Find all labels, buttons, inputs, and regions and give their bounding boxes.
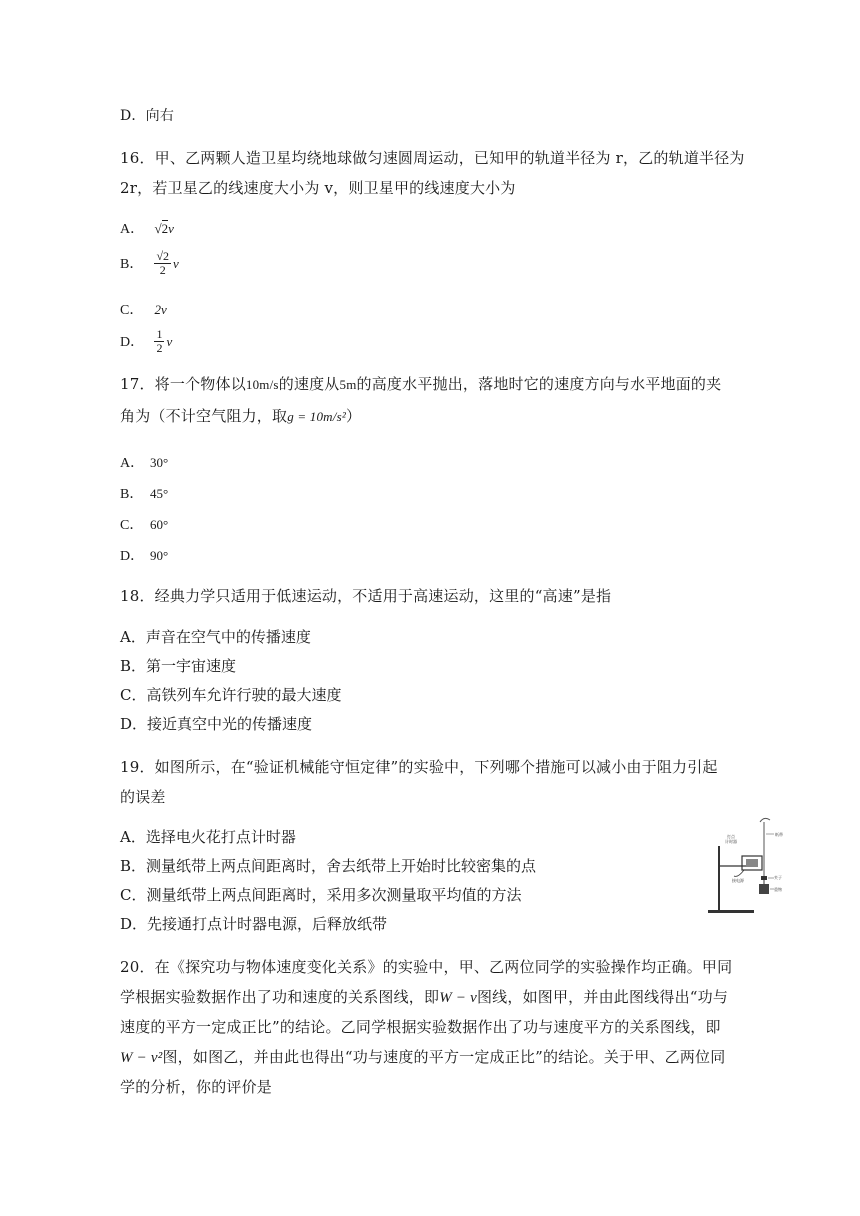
q20-stem-line3: 速度的平方一定成正比”的结论。乙同学根据实验数据作出了功与速度平方的关系图线，即	[120, 1018, 721, 1036]
q17-text-b: 的速度从	[278, 375, 340, 393]
option-label: A．	[120, 456, 145, 471]
label-timer-l1: 打点	[727, 834, 735, 839]
q16-option-c[interactable]	[120, 299, 167, 319]
option-value: 45°	[150, 486, 169, 501]
q17-height: 5m	[339, 377, 357, 392]
option-value: 2v	[154, 302, 167, 317]
stand-base	[708, 910, 754, 913]
q20-stem-line4	[120, 1046, 725, 1067]
q17-option-a[interactable]	[120, 452, 168, 472]
variable: v	[166, 333, 173, 349]
q20-text-a: 学根据实验数据作出了功和速度的关系图线，即	[120, 988, 440, 1006]
q20-stem-line2	[120, 986, 728, 1007]
denominator: 2	[156, 341, 163, 355]
option-label: C．	[120, 518, 144, 533]
variable: v	[168, 221, 174, 236]
option-label: D．	[120, 334, 145, 350]
prev-option-d: D．向右	[120, 108, 175, 124]
q18-stem: 18．经典力学只适用于低速运动，不适用于高速运动，这里的“高速”是指	[120, 587, 612, 605]
q18-option-d[interactable]: D．接近真空中光的传播速度	[120, 715, 313, 733]
numerator: 1	[156, 327, 163, 341]
variable: v	[173, 255, 179, 271]
q17-gravity: g = 10m/s²	[287, 409, 346, 424]
q17-option-b[interactable]	[120, 483, 168, 503]
numerator: √2	[156, 249, 170, 263]
option-value: 60°	[150, 517, 169, 532]
fraction	[154, 328, 164, 355]
sqrt-symbol: √	[154, 221, 162, 236]
label-weight: 重物	[774, 887, 782, 892]
q20-text-c: 图，如图乙，并由此也得出“功与速度的平方一定成正比”的结论。关于甲、乙两位同	[162, 1048, 726, 1066]
q20-wv2: W − v²	[120, 1050, 163, 1066]
option-label: B．	[120, 256, 144, 272]
timer-core	[746, 859, 758, 867]
q18-option-b[interactable]: B．第一宇宙速度	[120, 657, 237, 675]
q19-option-d[interactable]: D．先接通打点计时器电源，后释放纸带	[120, 915, 388, 933]
label-timer	[725, 833, 737, 844]
q20-stem-line5: 学的分析，你的评价是	[120, 1078, 273, 1096]
q17-text-a: 17．将一个物体以	[120, 375, 246, 393]
option-label: B．	[120, 487, 144, 502]
weight	[759, 884, 769, 894]
q17-text-e: ）	[345, 407, 362, 425]
q17-stem-line2	[120, 405, 361, 426]
q18-option-a[interactable]: A．声音在空气中的传播速度	[120, 628, 311, 646]
q19-option-a[interactable]: A．选择电火花打点计时器	[120, 828, 296, 846]
q17-speed: 10m/s	[245, 377, 279, 392]
hand-icon	[760, 818, 770, 822]
option-label: D．	[120, 549, 145, 564]
q19-stem-line1: 19．如图所示，在“验证机械能守恒定律”的实验中，下列哪个措施可以减小由于阻力引起	[120, 758, 718, 776]
q16-option-b[interactable]	[120, 250, 179, 277]
q16-stem-line2: 2r，若卫星乙的线速度大小为 v，则卫星甲的线速度大小为	[120, 179, 516, 197]
q19-stem-line2: 的误差	[120, 788, 166, 806]
stand-rod	[718, 846, 720, 910]
fraction	[154, 250, 171, 277]
denominator: 2	[159, 263, 166, 277]
label-tape: 纸带	[775, 832, 783, 837]
option-value: 90°	[150, 548, 169, 563]
label-power: 接电源	[732, 878, 744, 883]
q20-text-b: 图线，如图甲，并由此图线得出“功与	[476, 988, 729, 1006]
radicand: 2	[161, 221, 169, 236]
q19-option-b[interactable]: B．测量纸带上两点间距离时，舍去纸带上开始时比较密集的点	[120, 857, 537, 875]
q16-option-d[interactable]	[120, 328, 172, 355]
q16-stem-line1: 16．甲、乙两颗人造卫星均绕地球做匀速圆周运动，已知甲的轨道半径为 r，乙的轨道半径为	[120, 149, 745, 167]
q20-wv: W − v	[439, 990, 477, 1006]
option-label: C．	[120, 303, 144, 318]
q17-option-c[interactable]	[120, 514, 168, 534]
apparatus-figure	[704, 816, 782, 920]
q20-stem-line1: 20．在《探究功与物体速度变化关系》的实验中，甲、乙两位同学的实验操作均正确。甲同	[120, 958, 733, 976]
q17-text-c: 的高度水平抛出，落地时它的速度方向与水平地面的夹	[356, 375, 722, 393]
option-value: 30°	[150, 455, 169, 470]
q19-option-c[interactable]: C．测量纸带上两点间距离时，采用多次测量取平均值的方法	[120, 886, 522, 904]
q18-option-c[interactable]: C．高铁列车允许行驶的最大速度	[120, 686, 342, 704]
label-clip: 夹子	[774, 875, 782, 880]
option-label: A．	[120, 222, 145, 237]
q17-text-d: 角为（不计空气阻力，取	[120, 407, 288, 425]
q17-option-d[interactable]	[120, 545, 168, 565]
clip	[761, 876, 767, 880]
q17-stem-line1	[120, 373, 721, 394]
label-timer-l2: 计时器	[725, 839, 737, 844]
q16-option-a[interactable]	[120, 218, 174, 238]
power-wire	[734, 870, 744, 876]
